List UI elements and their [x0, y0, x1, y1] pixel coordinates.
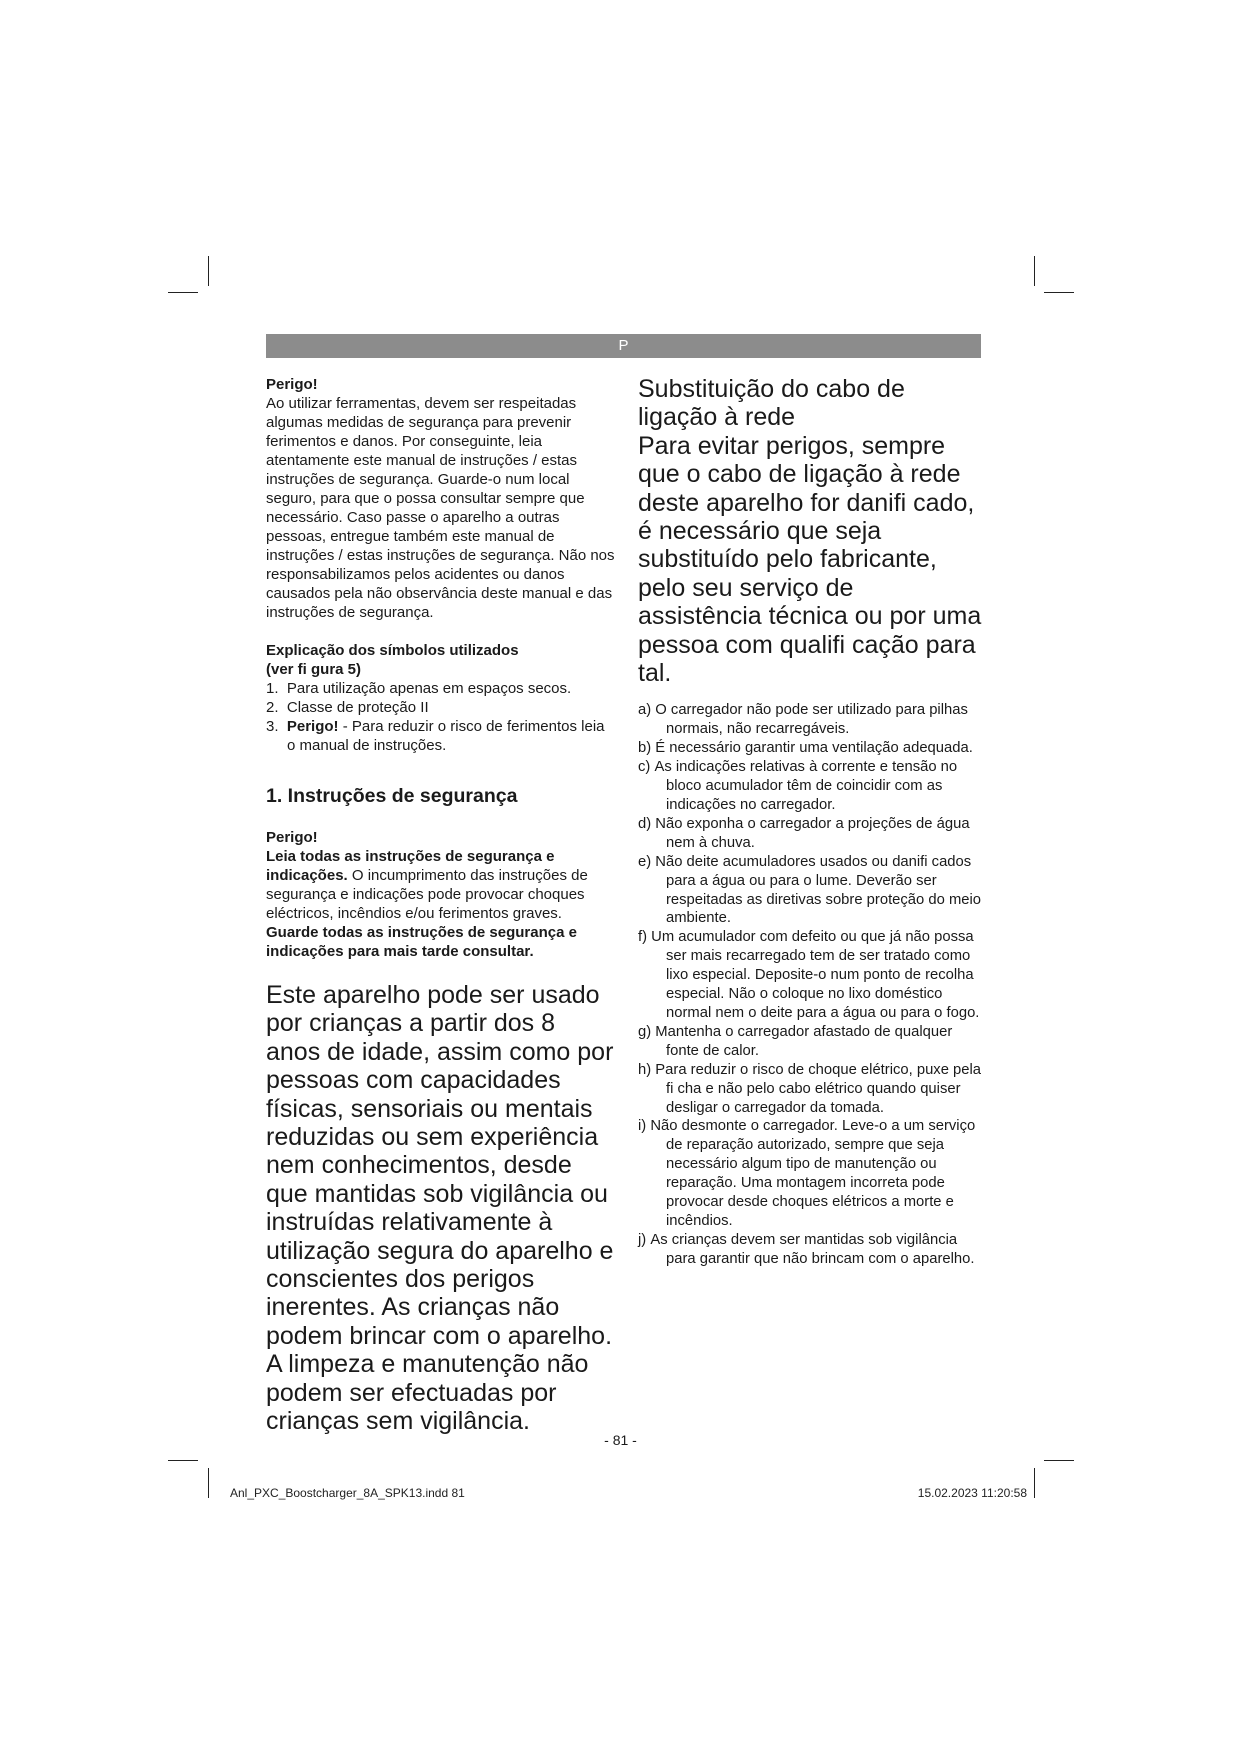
- crop-mark: [1044, 292, 1074, 293]
- danger-heading: Perigo!: [266, 829, 318, 846]
- list-item: h) Para reduzir o risco de choque elétrico, puxe pela fi cha e não pelo cabo elétrico quando quiser desligar o carregador da tomada.: [638, 1061, 982, 1116]
- language-header-bar: P: [266, 334, 981, 358]
- left-column: [266, 375, 616, 1436]
- crop-mark: [208, 1468, 209, 1498]
- section-title: 1. Instruções de segurança: [266, 785, 518, 807]
- list-item: f) Um acumulador com defeito ou que já não possa ser mais recarregado tem de ser tratado como lixo especial. Deposite-o num ponto de recolha especial. Não o coloque no lixo doméstico normal nem o deite para a água ou para o fogo.: [638, 929, 980, 1021]
- list-item: 2. Classe de proteção II: [266, 699, 429, 716]
- footer-timestamp: 15.02.2023 11:20:58: [917, 1486, 1027, 1500]
- symbols-subheading: (ver fi gura 5): [266, 661, 362, 678]
- list-item: 3. Perigo! - Para reduzir o risco de ferimentos leia o manual de instruções.: [266, 718, 605, 754]
- danger-keep-instructions: Guarde todas as instruções de segurança e indicações para mais tarde consultar.: [266, 924, 577, 960]
- intro-text: Ao utilizar ferramentas, devem ser respeitadas algumas medidas de segurança para prevenir ferimentos e danos. Por conseguinte, leia atentamente este manual de instruções / estas instruções de segurança. Guarde-o num local seguro, para que o possa consultar sempre que necessário. Caso passe o aparelho a outras pessoas, entregue também este manual de instruções / estas instruções de segurança. Não nos responsabilizamos pelos acidentes ou danos causados pela não observância deste manual e das instruções de segurança.: [266, 395, 615, 621]
- children-warning: Este aparelho pode ser usado por crianças a partir dos 8 anos de idade, assim como por pessoas com capacidades físicas, sensoriais ou mentais reduzidas ou sem experiência nem conhecimentos, desde que mantidas sob vigilância ou instruídas relativamente à utilização segura do aparelho e conscientes dos perigos inerentes. As crianças não podem brincar com o aparelho. A limpeza e manutenção não podem ser efectuadas por crianças sem vigilância.: [266, 981, 614, 1436]
- crop-mark: [1044, 1460, 1074, 1461]
- crop-mark: [1034, 256, 1035, 286]
- crop-mark: [168, 292, 198, 293]
- cable-heading: Substituição do cabo de ligação à rede: [638, 375, 905, 432]
- crop-mark: [208, 256, 209, 286]
- list-item: j) As crianças devem ser mantidas sob vigilância para garantir que não brincam com o aparelho.: [638, 1231, 975, 1267]
- list-item: b) É necessário garantir uma ventilação adequada.: [638, 740, 973, 757]
- list-item: i) Não desmonte o carregador. Leve-o a um serviço de reparação autorizado, sempre que seja necessário algum tipo de manutenção ou reparação. Uma montagem incorreta pode provocar desde choques elétricos a morte e incêndios.: [638, 1118, 976, 1229]
- list-item: g) Mantenha o carregador afastado de qualquer fonte de calor.: [638, 1023, 953, 1059]
- symbols-heading: Explicação dos símbolos utilizados: [266, 642, 519, 659]
- page-number: - 81 -: [604, 1432, 637, 1448]
- list-item: c) As indicações relativas à corrente e tensão no bloco acumulador têm de coincidir com as indicações no carregador.: [638, 759, 958, 813]
- danger-text: Leia todas as instruções de segurança e indicações. O incumprimento das instruções de segurança e indicações pode provocar choques eléctricos, incêndios e/ou ferimentos graves.: [266, 848, 588, 922]
- crop-mark: [168, 1460, 198, 1461]
- intro-heading: Perigo!: [266, 376, 318, 393]
- list-item: 1. Para utilização apenas em espaços secos.: [266, 680, 572, 697]
- list-item: a) O carregador não pode ser utilizado para pilhas normais, não recarregáveis.: [638, 702, 968, 738]
- crop-mark: [1034, 1468, 1035, 1498]
- list-item: d) Não exponha o carregador a projeções de água nem à chuva.: [638, 815, 970, 851]
- right-column: [638, 375, 983, 1269]
- charger-safety-list: [638, 701, 983, 1268]
- symbols-list: [266, 679, 616, 755]
- footer-filename: Anl_PXC_Boostcharger_8A_SPK13.indd 81: [230, 1486, 465, 1500]
- cable-text: Para evitar perigos, sempre que o cabo de ligação à rede deste aparelho for danifi cado, é necessário que seja substituído pelo fabricante, pelo seu serviço de assistência técnica ou por uma pessoa com qualifi cação para tal.: [638, 431, 982, 688]
- list-item: e) Não deite acumuladores usados ou danifi cados para a água ou para o lume. Deverão ser respeitadas as diretivas sobre proteção do meio ambiente.: [638, 853, 982, 927]
